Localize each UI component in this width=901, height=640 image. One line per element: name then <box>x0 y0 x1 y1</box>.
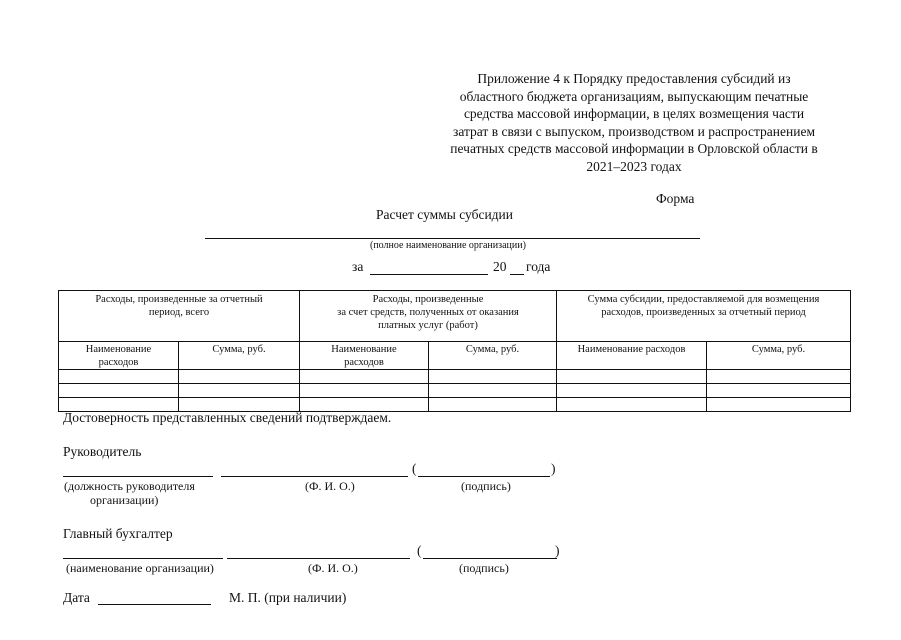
table-cell[interactable] <box>429 384 557 398</box>
table-row <box>59 370 851 384</box>
table-cell[interactable] <box>557 384 707 398</box>
table-cell[interactable] <box>300 384 429 398</box>
table-row <box>59 384 851 398</box>
appendix-line: печатных средств массовой информации в Орловской области в <box>450 141 818 157</box>
accountant-fio-hint: (Ф. И. О.) <box>308 561 358 575</box>
head-fio-hint: (Ф. И. О.) <box>305 479 355 493</box>
table-cell[interactable] <box>707 398 851 412</box>
table-cell[interactable] <box>707 384 851 398</box>
open-paren: ( <box>412 461 417 476</box>
group-header-line: платных услуг (работ) <box>378 320 478 331</box>
period-year-prefix: 20 <box>493 259 507 274</box>
appendix-line: областного бюджета организациям, выпускающим печатные <box>459 88 809 104</box>
table-cell[interactable] <box>557 398 707 412</box>
appendix-line: Приложение 4 к Порядку предоставления субсидий из <box>477 71 791 86</box>
column-header: Сумма, руб. <box>707 342 851 370</box>
appendix-line: затрат в связи с выпуском, производством и распространением <box>453 123 815 139</box>
table-cell[interactable] <box>429 398 557 412</box>
table-cell[interactable] <box>59 370 179 384</box>
appendix-line: средства массовой информации, в целях возмещения части <box>463 106 805 122</box>
group-header-line: Расходы, произведенные <box>372 294 484 305</box>
period-blank[interactable] <box>370 274 488 275</box>
head-sign-hint: (подпись) <box>461 479 511 493</box>
column-header <box>300 342 429 370</box>
column-header-text: Наименование расходов <box>331 344 397 368</box>
form-label: Форма <box>656 191 695 206</box>
open-paren: ( <box>417 543 422 558</box>
column-header <box>59 342 179 370</box>
group-header-text: Расходы, произведенные за отчетный период, всего <box>95 294 263 318</box>
head-title: Руководитель <box>63 444 142 459</box>
table-group-row <box>59 291 851 342</box>
appendix-line: 2021–2023 годах <box>586 158 682 174</box>
group-header-paid-services <box>300 291 557 342</box>
period-year-blank[interactable] <box>510 274 524 275</box>
table-cell[interactable] <box>179 384 300 398</box>
accountant-org-line[interactable] <box>63 558 223 559</box>
org-name-hint: (полное наименование организации) <box>370 240 526 251</box>
column-header: Сумма, руб. <box>429 342 557 370</box>
table-cell[interactable] <box>179 370 300 384</box>
head-position-line[interactable] <box>63 476 213 477</box>
table-cell[interactable] <box>429 370 557 384</box>
close-paren: ) <box>555 543 560 558</box>
group-header-subsidy <box>557 291 851 342</box>
group-header-line: за счет средств, полученных от оказания <box>337 307 519 318</box>
appendix-note <box>400 70 868 176</box>
date-label: Дата <box>63 590 90 605</box>
org-name-line[interactable] <box>205 238 700 239</box>
accountant-fio-line[interactable] <box>227 558 410 559</box>
head-sign-line[interactable] <box>418 476 550 477</box>
accountant-sign-line[interactable] <box>423 558 557 559</box>
close-paren: ) <box>551 461 556 476</box>
accountant-org-hint: (наименование организации) <box>66 561 214 575</box>
group-header-text: Сумма субсидии, предоставляемой для возмещения расходов, произведенных за отчетный период <box>587 294 820 318</box>
table-cell[interactable] <box>59 384 179 398</box>
column-header: Наименование расходов <box>557 342 707 370</box>
accountant-title: Главный бухгалтер <box>63 526 173 541</box>
head-position-hint-2: организации) <box>90 493 159 507</box>
date-line[interactable] <box>98 604 211 605</box>
group-header-total <box>59 291 300 342</box>
column-header: Сумма, руб. <box>179 342 300 370</box>
page-title: Расчет суммы субсидии <box>376 207 513 222</box>
table-column-row <box>59 342 851 370</box>
table-cell[interactable] <box>707 370 851 384</box>
accountant-sign-hint: (подпись) <box>459 561 509 575</box>
period-prefix: за <box>352 259 364 274</box>
head-fio-line[interactable] <box>221 476 408 477</box>
subsidy-table <box>58 290 851 412</box>
table-cell[interactable] <box>300 370 429 384</box>
confirmation-text: Достоверность представленных сведений подтверждаем. <box>63 410 392 425</box>
column-header-text: Наименование расходов <box>85 344 152 368</box>
period-suffix: года <box>526 259 551 274</box>
stamp-label: М. П. (при наличии) <box>229 590 347 605</box>
table-cell[interactable] <box>557 370 707 384</box>
head-position-hint: (должность руководителя <box>64 479 195 493</box>
